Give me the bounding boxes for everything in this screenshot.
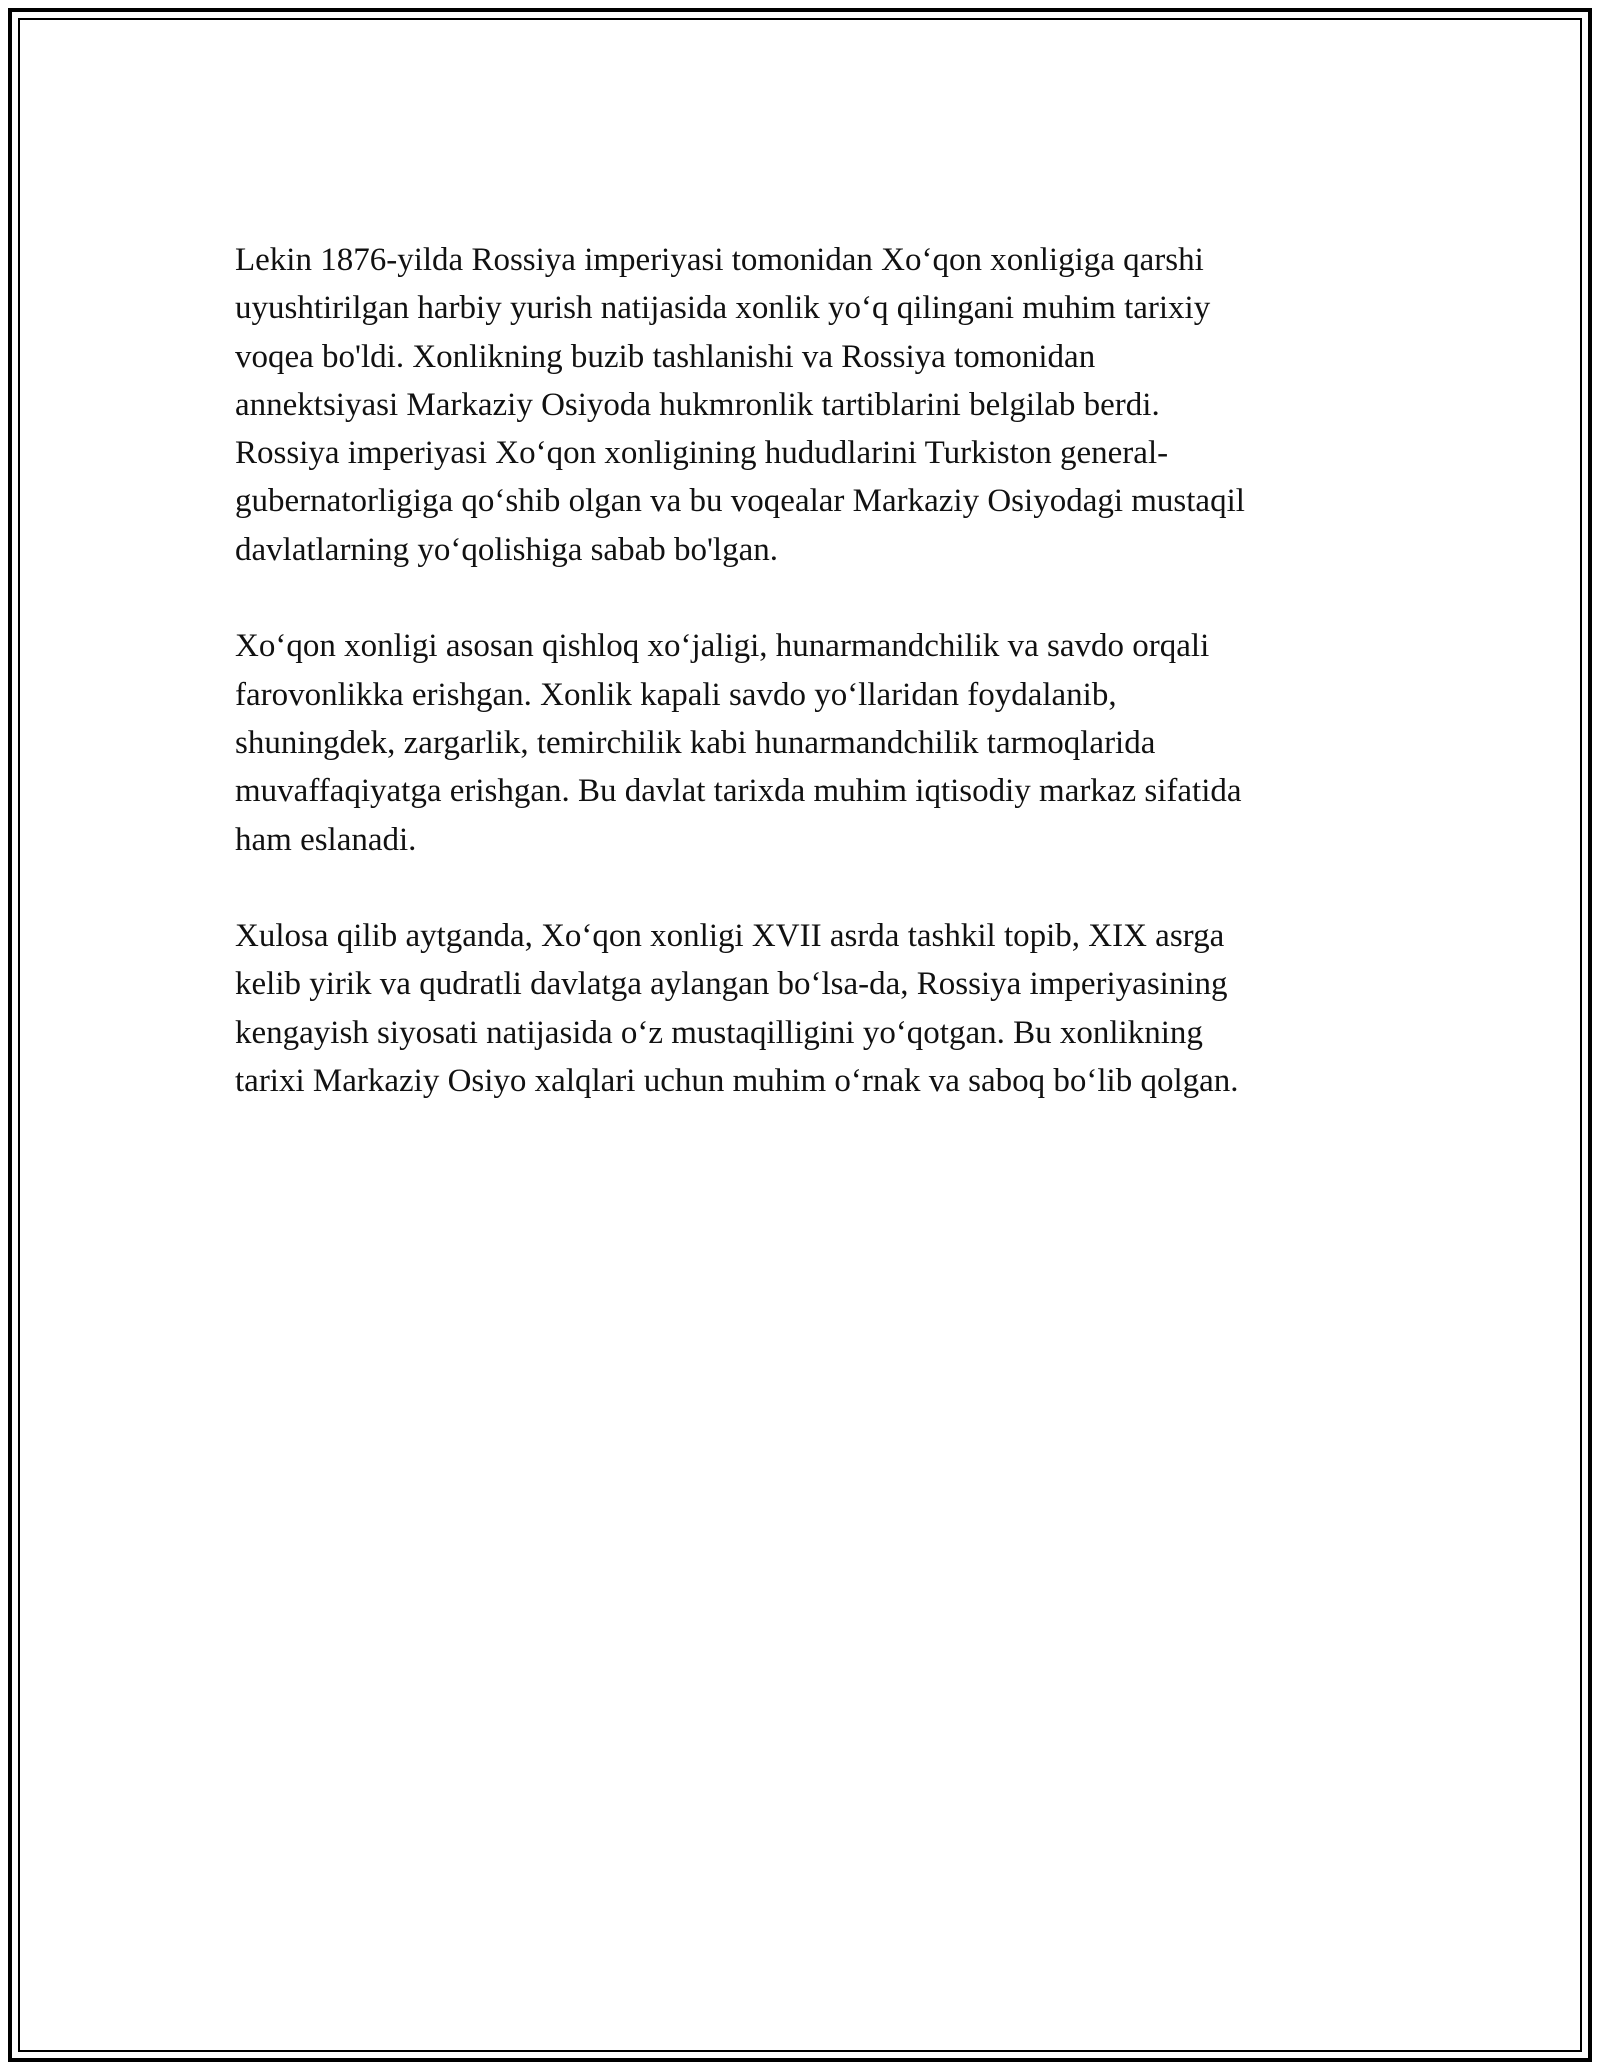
paragraph-line: Xulosa qilib aytganda, Xo‘qon xonligi XVII asrda tashkil topib, XIX asrga	[235, 918, 1225, 955]
document-body	[235, 236, 1375, 1154]
paragraph-line: kengayish siyosati natijasida o‘z mustaqilligini yo‘qotgan. Bu xonlikning	[235, 1014, 1203, 1051]
paragraph-line: gubernatorligiga qo‘shib olgan va bu voqealar Markaziy Osiyodagi mustaqil	[235, 483, 1245, 520]
paragraph-line: annektsiyasi Markaziy Osiyoda hukmronlik tartiblarini belgilab berdi.	[235, 386, 1160, 423]
paragraph-line: ham eslanadi.	[235, 821, 417, 858]
paragraph-line: shuningdek, zargarlik, temirchilik kabi hunarmandchilik tarmoqlarida	[235, 724, 1156, 761]
paragraph-line: Xo‘qon xonligi asosan qishloq xo‘jaligi, hunarmandchilik va savdo orqali	[235, 628, 1210, 665]
paragraph-line: muvaffaqiyatga erishgan. Bu davlat tarixda muhim iqtisodiy markaz sifatida	[235, 773, 1242, 810]
paragraph-line: voqea bo'ldi. Xonlikning buzib tashlanishi va Rossiya tomonidan	[235, 338, 1096, 375]
paragraph-line: Rossiya imperiyasi Xo‘qon xonligining hududlarini Turkiston general-	[235, 435, 1169, 472]
paragraph-line: farovonlikka erishgan. Xonlik kapali savdo yo‘llaridan foydalanib,	[235, 676, 1117, 713]
paragraph-2	[235, 622, 1375, 863]
paragraph-line: tarixi Markaziy Osiyo xalqlari uchun muhim o‘rnak va saboq bo‘lib qolgan.	[235, 1063, 1239, 1100]
paragraph-line: davlatlarning yo‘qolishiga sabab bo'lgan.	[235, 531, 778, 568]
paragraph-line: kelib yirik va qudratli davlatga aylangan bo‘lsa-da, Rossiya imperiyasining	[235, 966, 1228, 1003]
paragraph-line: uyushtirilgan harbiy yurish natijasida xonlik yo‘q qilingani muhim tarixiy	[235, 290, 1211, 327]
paragraph-1	[235, 236, 1375, 574]
paragraph-3	[235, 912, 1375, 1105]
paragraph-line: Lekin 1876-yilda Rossiya imperiyasi tomonidan Xo‘qon xonligiga qarshi	[235, 242, 1204, 278]
